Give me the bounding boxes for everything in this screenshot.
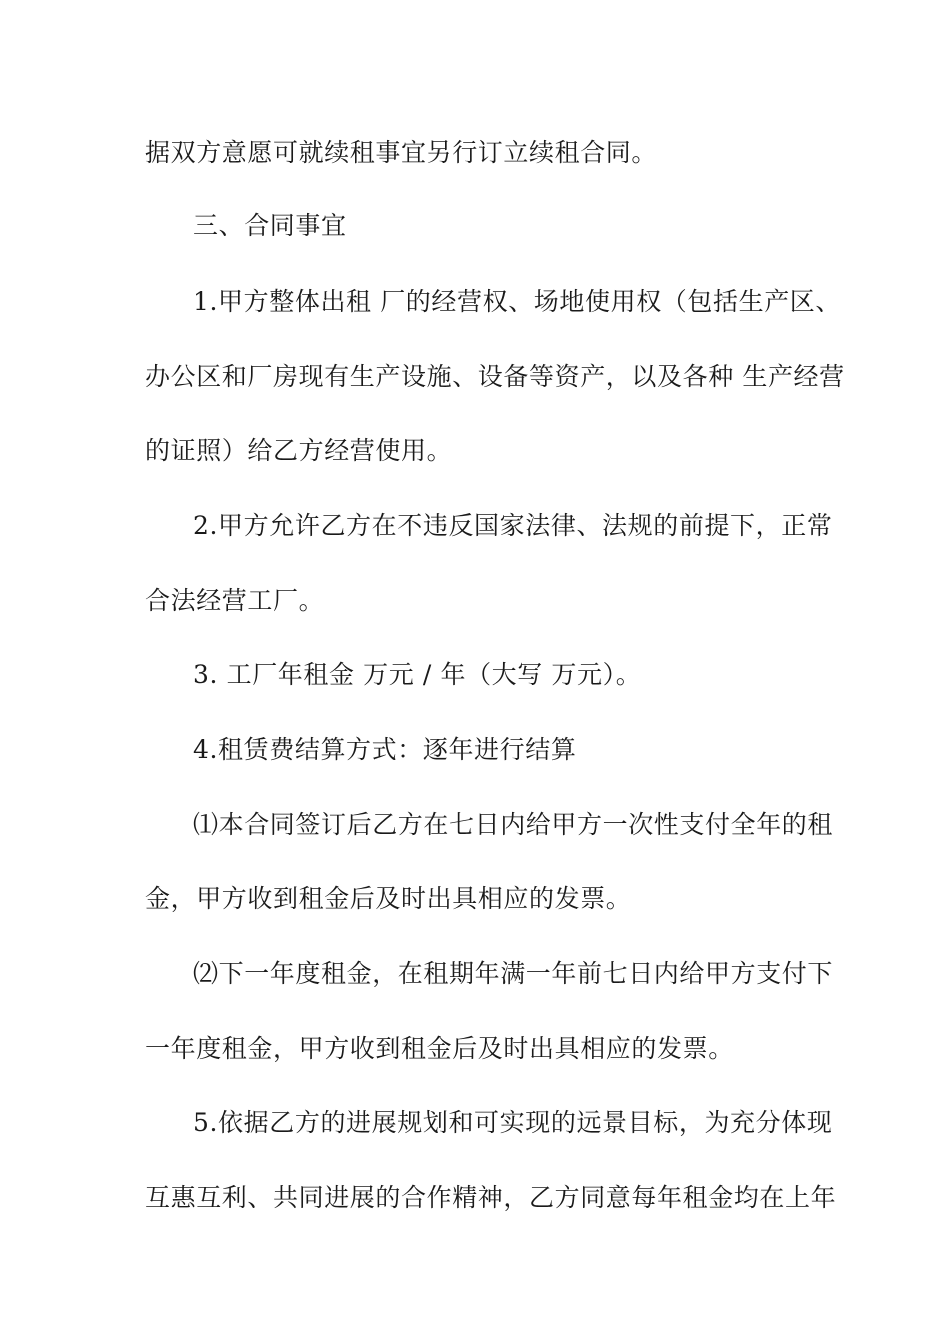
clause-2-line-1: 2.甲方允许乙方在不违反国家法律、法规的前提下，正常 — [193, 511, 833, 540]
clause-4-2-line-1: ⑵下一年度租金，在租期年满一年前七日内给甲方支付下 — [193, 959, 834, 988]
clause-4-2-line-2: 一年度租金，甲方收到租金后及时出具相应的发票。 — [145, 1034, 734, 1063]
clause-1-line-1: 1.甲方整体出租 厂的经营权、场地使用权（包括生产区、 — [193, 287, 842, 316]
clause-1-line-2: 办公区和厂房现有生产设施、设备等资产，以及各种 生产经营 — [145, 362, 845, 391]
text-line-1: 据双方意愿可就续租事宜另行订立续租合同。 — [145, 138, 658, 167]
clause-1-line-3: 的证照）给乙方经营使用。 — [145, 436, 453, 465]
clause-4-1-line-1: ⑴本合同签订后乙方在七日内给甲方一次性支付全年的租 — [193, 810, 834, 839]
clause-4-1-line-2: 金，甲方收到租金后及时出具相应的发票。 — [145, 884, 632, 913]
clause-4-line-1: 4.租赁费结算方式：逐年进行结算 — [193, 735, 577, 764]
clause-5-line-1: 5.依据乙方的进展规划和可实现的远景目标，为充分体现 — [193, 1108, 833, 1137]
clause-5-line-2: 互惠互利、共同进展的合作精神，乙方同意每年租金均在上年 — [145, 1183, 837, 1212]
section-heading: 三、合同事宜 — [193, 211, 347, 240]
clause-3-line-1: 3. 工厂年租金 万元 / 年（大写 万元）。 — [193, 660, 642, 689]
clause-2-line-2: 合法经营工厂。 — [145, 586, 325, 615]
